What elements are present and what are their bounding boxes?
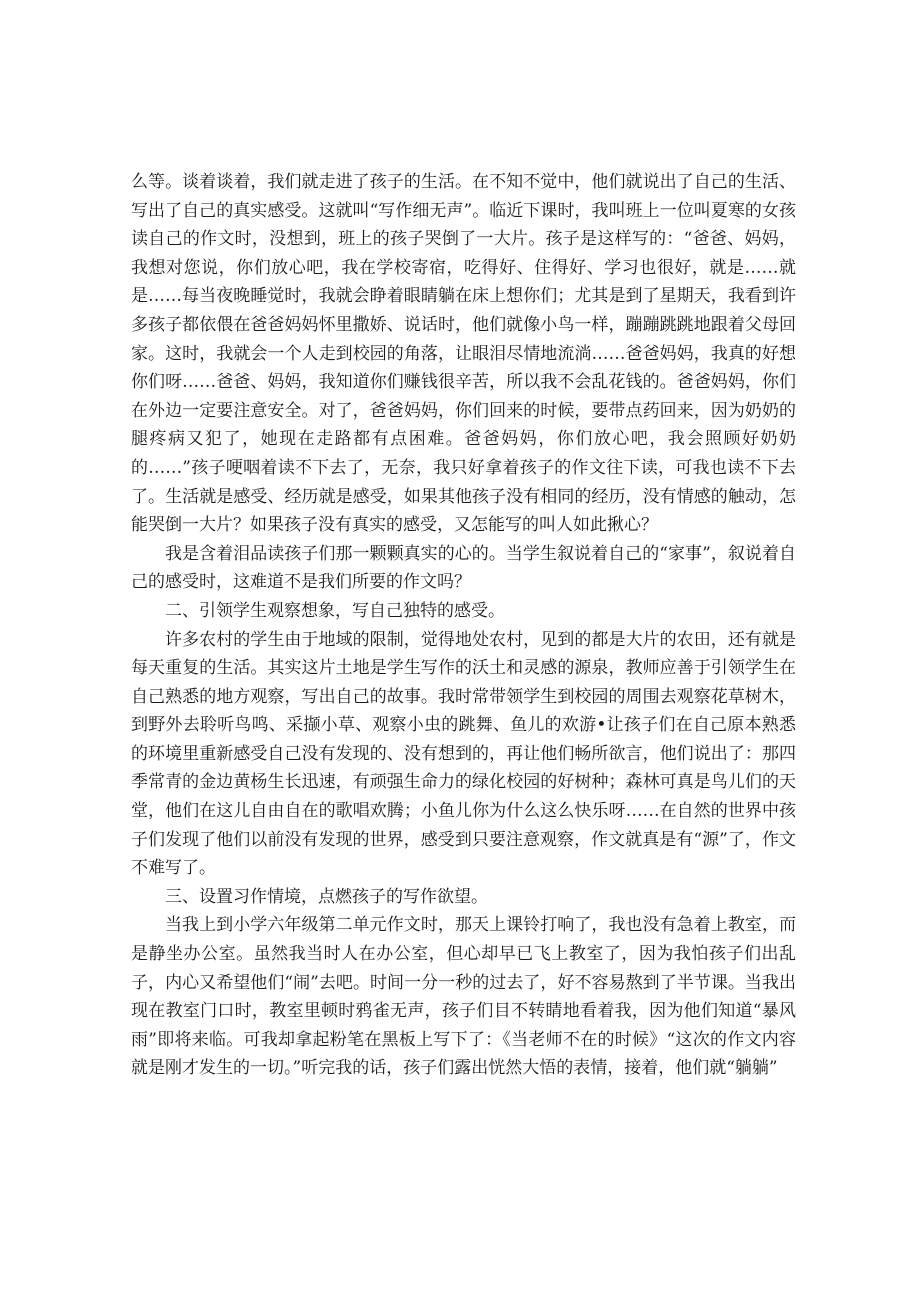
- paragraph-scenario: 当我上到小学六年级第二单元作文时，那天上课铃打响了，我也没有急着上教室，而是静坐办公室。虽然我当时人在办公室，但心却早已飞上教室了，因为我怕孩子们出乱子，内心又希望他们“闹”去吧。时间一分一秒的过去了，好不容易熬到了半节课。当我出现在教室门口时，教室里顿时鸦雀无声，孩子们目不转睛地看着我，因为他们知道“暴风雨”即将来临。可我却拿起粉笔在黑板上写下了：《当老师不在的时候》“这次的作文内容就是刚才发生的一切。”听完我的话，孩子们露出恍然大悟的表情，接着，他们就“躺躺”: [131, 915, 796, 1079]
- paragraph-continuation: 么等。谈着谈着，我们就走进了孩子的生活。在不知不觉中，他们就说出了自己的生活、写出了自己的真实感受。这就叫“写作细无声”。临近下课时，我叫班上一位叫夏寒的女孩读自己的作文时，没想到，班上的孩子哭倒了一大片。孩子是这样写的：“爸爸、妈妈，我想对您说，你们放心吧，我在学校寄宿，吃得好、住得好、学习也很好，就是……就是……每当夜晚睡觉时，我就会睁着眼睛躺在床上想你们；尤其是到了星期天，我看到许多孩子都依偎在爸爸妈妈怀里撒娇、说话时，他们就像小鸟一样，蹦蹦跳跳地跟着父母回家。这时，我就会一个人走到校园的角落，让眼泪尽情地流淌……爸爸妈妈，我真的好想你们呀……爸爸、妈妈，我知道你们赚钱很辛苦，所以我不会乱花钱的。爸爸妈妈，你们在外边一定要注意安全。对了，爸爸妈妈，你们回来的时候，要带点药回来，因为奶奶的腿疼病又犯了，她现在走路都有点困难。爸爸妈妈，你们放心吧，我会照顾好奶奶的……”孩子哽咽着读不下去了，无奈，我只好拿着孩子的作文往下读，可我也读不下去了。生活就是感受、经历就是感受，如果其他孩子没有相同的经历，没有情感的触动，怎能哭倒一大片？如果孩子没有真实的感受，又怎能写的叫人如此揪心？: [131, 172, 796, 536]
- section-heading-3: 三、设置习作情境，点燃孩子的写作欲望。: [165, 886, 488, 907]
- paragraph-reflection: 我是含着泪品读孩子们那一颗颗真实的心的。当学生叙说着自己的“家事”，叙说着自己的感受时，这难道不是我们所要的作文吗？: [131, 543, 796, 593]
- paragraph-observation: 许多农村的学生由于地域的限制，觉得地处农村，见到的都是大片的农田，还有就是每天重复的生活。其实这片土地是学生写作的沃土和灵感的源泉，教师应善于引领学生在自己熟悉的地方观察，写出自己的故事。我时常带领学生到校园的周围去观察花草树木，到野外去聆听鸟鸣、采撷小草、观察小虫的跳舞、鱼儿的欢游•让孩子们在自己原本熟悉的环境里重新感受自己没有发现的、没有想到的，再让他们畅所欲言，他们说出了：那四季常青的金边黄杨生长迅速，有顽强生命力的绿化校园的好树种；森林可真是鸟儿们的天堂，他们在这儿自由自在的歌唱欢腾；小鱼儿你为什么这么快乐呀……在自然的世界中孩子们发现了他们以前没有发现的世界，感受到只要注意观察，作文就真是有“源”了，作文不难写了。: [131, 629, 796, 879]
- document-body: [131, 168, 796, 1083]
- section-heading-2: 二、引领学生观察想象，写自己独特的感受。: [165, 600, 505, 621]
